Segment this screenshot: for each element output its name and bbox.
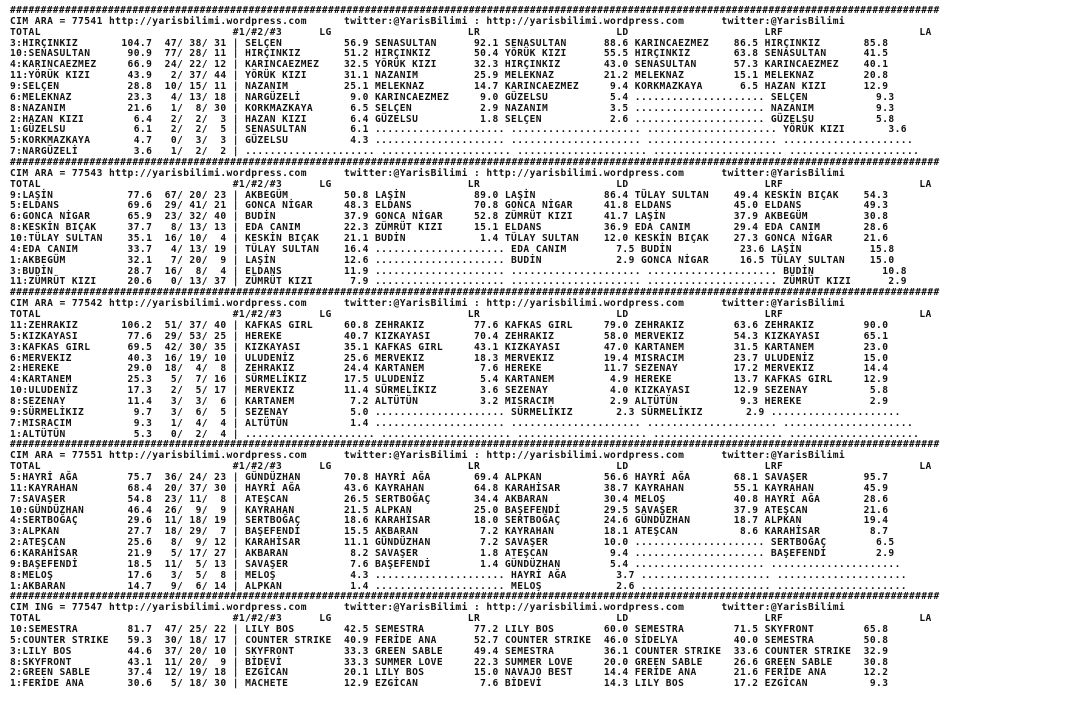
result-row: 3:KAFKAS GIRL 69.5 42/ 30/ 35 | KIZKAYASI 35.1 KAFKAS GIRL 43.1 KIZKAYASI 47.0 KARTANEM 31.5 KARTANEM 23.0	[10, 341, 889, 353]
section-title: CIM ARA = 77542 http://yarisbilimi.wordpress.com twitter:@YarisBilimi : http://yarisbilimi.wordpress.com twitter:@YarisBilimi	[10, 298, 846, 310]
result-row: 6:GONCA NİGAR 65.9 23/ 32/ 40 | BUDİN 37.9 GONCA NİGAR 52.8 ZÜMRÜT KIZI 41.7 LAŞİN 37.9 AKBEGÜM 30.8	[10, 211, 889, 223]
section-column-header: TOTAL #1/#2/#3 LG LR LD LRF LA	[10, 309, 932, 321]
separator-line: ########################################################################################################################################################	[10, 439, 940, 451]
result-row: 4:EDA CANIM 33.7 4/ 13/ 19 | TÜLAY SULTAN 16.4 ..................... EDA CANIM 7.5 BUDİN 23.6 LAŞİN 15.8	[10, 243, 895, 255]
result-row: 9:LAŞİN 77.6 67/ 20/ 23 | AKBEGÜM 50.8 LAŞİN 89.0 LAŞİN 86.4 TÜLAY SULTAN 49.4 KESKİN BIÇAK 54.3	[10, 189, 889, 201]
result-row: 7:MISRACIM 9.3 1/ 4/ 4 | ALTÜTÜN 1.4 ..................... ..................... ..................... .....................	[10, 417, 914, 429]
result-row: 2:GREEN SABLE 37.4 12/ 19/ 18 | EZGİCAN 20.1 LILY BOS 15.0 NAVAJO BEST 14.4 FERİDE ANA 21.6 FERİDE ANA 12.2	[10, 667, 889, 679]
result-row: 5:COUNTER STRIKE 59.3 30/ 18/ 17 | COUNTER STRIKE 40.9 FERİDE ANA 52.7 COUNTER STRIKE 46.0 SİDELYA 40.0 SEMESTRA 50.8	[10, 634, 889, 646]
result-row: 2:HAZAN KIZI 6.4 2/ 2/ 3 | HAZAN KIZI 6.4 GÜZELSU 1.8 SELÇEN 2.6 ..................... GÜZELSU 5.8	[10, 113, 895, 125]
result-row: 9:BAŞEFENDİ 18.5 11/ 5/ 13 | SAVAŞER 7.6 BAŞEFENDİ 1.4 GÜNDÜZHAN 5.4 ..................... .....................	[10, 558, 901, 570]
result-row: 6:KARAHİSAR 21.9 5/ 17/ 27 | AKBARAN 8.2 SAVAŞER 1.8 ATEŞCAN 9.4 ..................... BAŞEFENDİ 2.9	[10, 547, 895, 559]
section-title: CIM ING = 77547 http://yarisbilimi.wordpress.com twitter:@YarisBilimi : http://yarisbilimi.wordpress.com twitter:@YarisBilimi	[10, 602, 846, 614]
result-row: 3:BUDİN 28.7 16/ 8/ 4 | ELDANS 11.9 ..................... ..................... ..................... BUDİN 10.8	[10, 265, 907, 277]
result-row: 11:ZEHRAKIZ 106.2 51/ 37/ 40 | KAFKAS GIRL 60.8 ZEHRAKIZ 77.6 KAFKAS GIRL 79.0 ZEHRAKIZ 63.6 ZEHRAKIZ 90.0	[10, 319, 889, 331]
result-row: 6:MELEKNAZ 23.3 4/ 13/ 18 | NARGÜZELİ 9.0 KARINCAEZMEZ 9.0 GÜZELSU 5.4 ..................... SELÇEN 9.3	[10, 91, 895, 103]
result-row: 4:KARINCAEZMEZ 66.9 24/ 22/ 12 | KARINCAEZMEZ 32.5 YÖRÜK KIZI 32.3 HIRÇINKIZ 43.0 SENASULTAN 57.3 KARINCAEZMEZ 40.1	[10, 59, 889, 71]
result-row: 9:SÜRMELİKIZ 9.7 3/ 6/ 5 | SEZENAY 5.0 ..................... SÜRMELİKIZ 2.3 SÜRMELİKIZ 2.9 .....................	[10, 406, 901, 418]
result-row: 1:AKBEGÜM 32.1 7/ 20/ 9 | LAŞİN 12.6 ..................... BUDİN 2.9 GONCA NİGAR 16.5 TÜLAY SULTAN 15.0	[10, 254, 895, 266]
result-row: 7:NARGÜZELİ 3.6 1/ 2/ 2 | ..................... ..................... ..................... ..................... .....................	[10, 146, 920, 158]
result-row: 3:LILY BOS 44.6 37/ 20/ 10 | SKYFRONT 33.3 GREEN SABLE 49.4 SEMESTRA 36.1 COUNTER STRIKE 33.6 COUNTER STRIKE 32.9	[10, 645, 889, 657]
result-row: 10:GÜNDÜZHAN 46.4 26/ 9/ 9 | KAYRAHAN 21.5 ALPKAN 25.0 BAŞEFENDİ 29.5 SAVAŞER 37.9 ATEŞCAN 21.6	[10, 504, 889, 516]
result-row: 8:SEZENAY 11.4 3/ 3/ 6 | KARTANEM 7.2 ALTÜTÜN 3.2 MISRACIM 2.9 ALTÜTÜN 9.3 HEREKE 2.9	[10, 395, 889, 407]
section-column-header: TOTAL #1/#2/#3 LG LR LD LRF LA	[10, 461, 932, 473]
separator-line: ########################################################################################################################################################	[10, 157, 940, 169]
section-title: CIM ARA = 77541 http://yarisbilimi.wordpress.com twitter:@YarisBilimi : http://yarisbilimi.wordpress.com twitter:@YarisBilimi	[10, 15, 846, 27]
separator-line: ########################################################################################################################################################	[10, 591, 940, 603]
result-row: 10:SEMESTRA 81.7 47/ 25/ 22 | LILY BOS 42.5 SEMESTRA 77.2 LILY BOS 60.0 SEMESTRA 71.5 SKYFRONT 65.8	[10, 623, 889, 635]
result-row: 8:SKYFRONT 43.1 11/ 20/ 9 | BİDEVİ 33.3 SUMMER LOVE 22.3 SUMMER LOVE 20.0 GREEN SABLE 26.6 GREEN SABLE 30.8	[10, 656, 889, 668]
result-row: 6:MERVEKIZ 40.3 16/ 19/ 10 | ULUDENİZ 25.6 MERVEKIZ 18.3 MERVEKIZ 19.4 MISRACIM 23.7 ULUDENİZ 15.0	[10, 352, 889, 364]
result-row: 1:AKBARAN 14.7 9/ 6/ 14 | ALPKAN 1.4 ..................... MELOŞ 2.6 ..................... .....................	[10, 580, 907, 592]
result-row: 1:ALTÜTÜN 5.3 0/ 2/ 4 | ..................... ..................... ..................... ..................... .....................	[10, 428, 920, 440]
result-row: 3:ALPKAN 27.7 18/ 29/ 7 | BAŞEFENDİ 15.5 AKBARAN 7.2 KAYRAHAN 18.1 ATEŞCAN 8.6 KARAHİSAR 8.7	[10, 526, 889, 538]
result-row: 5:ELDANS 69.6 29/ 41/ 21 | GONCA NİGAR 48.3 ELDANS 70.8 GONCA NİGAR 41.8 ELDANS 45.0 ELDANS 49.3	[10, 200, 889, 212]
section-title: CIM ARA = 77551 http://yarisbilimi.wordpress.com twitter:@YarisBilimi : http://yarisbilimi.wordpress.com twitter:@YarisBilimi	[10, 450, 846, 462]
result-row: 5:KIZKAYASI 77.6 29/ 53/ 25 | HEREKE 40.7 KIZKAYASI 70.4 ZEHRAKIZ 58.0 MERVEKIZ 54.3 KIZKAYASI 65.1	[10, 330, 889, 342]
section-column-header: TOTAL #1/#2/#3 LG LR LD LRF LA	[10, 613, 932, 625]
separator-line: ########################################################################################################################################################	[10, 6, 940, 16]
separator-line: ########################################################################################################################################################	[10, 287, 940, 299]
result-row: 8:NAZANIM 21.6 1/ 8/ 30 | KORKMAZKAYA 6.5 SELÇEN 2.9 NAZANIM 3.5 ..................... NAZANIM 9.3	[10, 102, 895, 114]
result-row: 8:MELOŞ 17.6 3/ 5/ 8 | MELOŞ 4.3 ..................... HAYRİ AĞA 3.7 ..................... .....................	[10, 569, 907, 581]
section-title: CIM ARA = 77543 http://yarisbilimi.wordpress.com twitter:@YarisBilimi : http://yarisbilimi.wordpress.com twitter:@YarisBilimi	[10, 167, 846, 179]
result-row: 5:HAYRİ AĞA 75.7 36/ 24/ 23 | GÜNDÜZHAN 70.8 HAYRİ AĞA 69.4 ALPKAN 56.6 HAYRİ AĞA 68.1 SAVAŞER 95.7	[10, 471, 889, 483]
result-row: 2:HEREKE 29.0 18/ 4/ 8 | ZEHRAKIZ 24.4 KARTANEM 7.6 HEREKE 11.7 SEZENAY 17.2 MERVEKIZ 14.4	[10, 363, 889, 375]
result-row: 1:GÜZELSU 6.1 2/ 2/ 5 | SENASULTAN 6.1 ..................... ..................... ..................... YÖRÜK KIZI 3.6	[10, 124, 907, 136]
result-row: 9:SELÇEN 28.8 10/ 15/ 11 | NAZANIM 25.1 MELEKNAZ 14.7 KARINCAEZMEZ 9.4 KORKMAZKAYA 6.5 HAZAN KIZI 12.9	[10, 81, 889, 93]
result-row: 10:SENASULTAN 90.9 77/ 28/ 11 | HIRÇINKIZ 51.2 HIRÇINKIZ 50.4 YÖRÜK KIZI 55.5 HIRÇINKIZ 63.8 SENASULTAN 41.5	[10, 48, 889, 60]
race-stats-document	[10, 6, 1072, 708]
result-row: 3:HIRÇINKIZ 104.7 47/ 38/ 31 | SELÇEN 56.9 SENASULTAN 92.1 SENASULTAN 88.6 KARINCAEZMEZ 86.5 HIRÇINKIZ 85.8	[10, 37, 889, 49]
section-column-header: TOTAL #1/#2/#3 LG LR LD LRF LA	[10, 26, 932, 38]
section-column-header: TOTAL #1/#2/#3 LG LR LD LRF LA	[10, 178, 932, 190]
result-row: 2:ATEŞCAN 25.6 8/ 9/ 12 | KARAHİSAR 11.1 GÜNDÜZHAN 7.2 SAVAŞER 10.0 ..................... SERTBOĞAÇ 6.5	[10, 537, 895, 549]
result-row: 4:SERTBOĞAÇ 29.6 11/ 18/ 19 | SERTBOĞAÇ 18.6 KARAHİSAR 18.0 SERTBOĞAÇ 24.6 GÜNDÜZHAN 18.7 ALPKAN 19.4	[10, 515, 889, 527]
result-row: 11:ZÜMRÜT KIZI 20.6 0/ 13/ 37 | ZÜMRÜT KIZI 7.9 ..................... ..................... ..................... ZÜMRÜT KIZI 2.9	[10, 276, 907, 288]
result-row: 5:KORKMAZKAYA 4.7 0/ 3/ 3 | GÜZELSU 4.3 ..................... ..................... ..................... .....................	[10, 135, 914, 147]
result-row: 8:KESKİN BIÇAK 37.7 8/ 13/ 13 | EDA CANIM 22.3 ZÜMRÜT KIZI 15.1 ELDANS 36.9 EDA CANIM 29.4 EDA CANIM 28.6	[10, 222, 889, 234]
result-row: 11:YÖRÜK KIZI 43.9 2/ 37/ 44 | YÖRÜK KIZI 31.1 NAZANIM 25.9 MELEKNAZ 21.2 MELEKNAZ 15.1 MELEKNAZ 20.8	[10, 70, 889, 82]
result-row: 1:FERİDE ANA 30.6 5/ 18/ 30 | MACHETE 12.9 EZGİCAN 7.6 BİDEVİ 14.3 LILY BOS 17.2 EZGİCAN 9.3	[10, 678, 889, 690]
result-row: 7:SAVAŞER 54.8 23/ 11/ 8 | ATEŞCAN 26.5 SERTBOĞAÇ 34.4 AKBARAN 30.4 MELOŞ 40.8 HAYRİ AĞA 28.6	[10, 493, 889, 505]
result-row: 10:TÜLAY SULTAN 35.1 16/ 10/ 4 | KESKİN BIÇAK 21.1 BUDİN 1.4 TÜLAY SULTAN 12.0 KESKİN BIÇAK 27.3 GONCA NİGAR 21.6	[10, 233, 889, 245]
result-row: 11:KAYRAHAN 68.4 20/ 37/ 30 | HAYRİ AĞA 43.6 KAYRAHAN 64.8 KARAHİSAR 38.7 KAYRAHAN 55.1 KAYRAHAN 45.9	[10, 482, 889, 494]
result-row: 4:KARTANEM 25.3 5/ 7/ 16 | SÜRMELİKIZ 17.5 ULUDENİZ 5.4 KARTANEM 4.9 HEREKE 13.7 KAFKAS GIRL 12.9	[10, 374, 889, 386]
result-row: 10:ULUDENİZ 17.3 2/ 5/ 17 | MERVEKIZ 11.4 SÜRMELİKIZ 3.6 SEZENAY 4.0 KIZKAYASI 12.9 SEZENAY 5.8	[10, 385, 889, 397]
